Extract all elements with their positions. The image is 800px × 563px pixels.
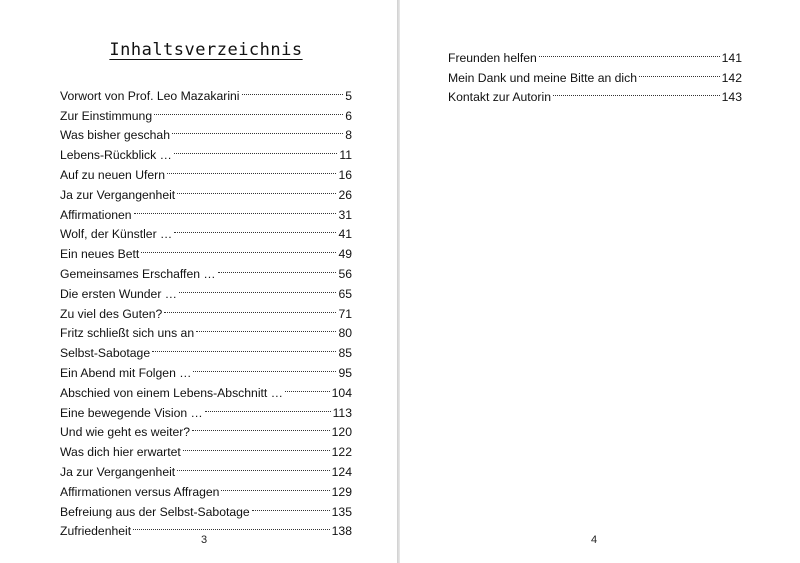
toc-entry-page: 104 bbox=[331, 385, 352, 400]
toc-entry-page: 6 bbox=[345, 108, 352, 123]
toc-dot-leader bbox=[285, 377, 330, 397]
toc-heading: Inhaltsverzeichnis bbox=[109, 40, 303, 60]
toc-entry-page: 138 bbox=[331, 524, 352, 539]
toc-dot-leader bbox=[193, 357, 336, 377]
toc-entry-page: 142 bbox=[721, 70, 742, 85]
toc-entry-title: Freunden helfen bbox=[448, 50, 537, 65]
toc-entry-page: 124 bbox=[331, 464, 352, 479]
toc-dot-leader bbox=[183, 436, 330, 456]
toc-list-right bbox=[448, 42, 742, 105]
toc-entry-title: Mein Dank und meine Bitte an dich bbox=[448, 70, 638, 85]
toc-entry-title: Zufriedenheit bbox=[60, 524, 132, 539]
toc-entry-title: Zur Einstimmung bbox=[60, 108, 153, 123]
toc-entry-title: Was bisher geschah bbox=[60, 128, 170, 143]
toc-entry-title: Wolf, der Künstler … bbox=[60, 227, 173, 242]
toc-entry-page: 141 bbox=[721, 50, 742, 65]
left-page bbox=[0, 0, 398, 563]
toc-entry-title: Zu viel des Guten? bbox=[60, 306, 163, 321]
toc-entry-page: 143 bbox=[721, 90, 742, 105]
toc-entry-page: 16 bbox=[338, 167, 352, 182]
toc-entry-page: 129 bbox=[331, 484, 352, 499]
toc-entry-page: 85 bbox=[338, 346, 352, 361]
toc-entry-title: Und wie geht es weiter? bbox=[60, 425, 191, 440]
toc-dot-leader bbox=[141, 238, 336, 258]
toc-entry-page: 135 bbox=[331, 504, 352, 519]
toc-dot-leader bbox=[539, 42, 720, 62]
toc-entry-page: 80 bbox=[338, 326, 352, 341]
toc-dot-leader bbox=[134, 199, 337, 219]
toc-entry-title: Eine bewegende Vision … bbox=[60, 405, 203, 420]
toc-dot-leader bbox=[177, 179, 336, 199]
toc-entry-title: Ein neues Bett bbox=[60, 247, 140, 262]
toc-entry-page: 49 bbox=[338, 247, 352, 262]
toc-dot-leader bbox=[174, 139, 338, 159]
toc-entry-title: Gemeinsames Erschaffen … bbox=[60, 266, 216, 281]
toc-entry-title: Ja zur Vergangenheit bbox=[60, 187, 176, 202]
toc-entry-title: Lebens-Rückblick … bbox=[60, 148, 172, 163]
page-number-right: 4 bbox=[591, 534, 598, 546]
toc-entry-page: 122 bbox=[331, 445, 352, 460]
toc-entry-title: Vorwort von Prof. Leo Mazakarini bbox=[60, 88, 240, 103]
toc-entry-title: Was dich hier erwartet bbox=[60, 445, 181, 460]
toc-entry bbox=[448, 42, 742, 65]
toc-dot-leader bbox=[164, 298, 336, 318]
toc-entry-title: Abschied von einem Lebens-Abschnitt … bbox=[60, 385, 283, 400]
toc-entry-title: Die ersten Wunder … bbox=[60, 286, 177, 301]
toc-entry-title: Ja zur Vergangenheit bbox=[60, 464, 176, 479]
toc-dot-leader bbox=[192, 417, 330, 437]
toc-entry-title: Affirmationen bbox=[60, 207, 132, 222]
toc-entry-title: Kontakt zur Autorin bbox=[448, 90, 551, 105]
toc-entry-title: Befreiung aus der Selbst-Sabotage bbox=[60, 504, 250, 519]
toc-entry-page: 113 bbox=[332, 405, 352, 420]
toc-dot-leader bbox=[553, 82, 720, 102]
toc-dot-leader bbox=[172, 120, 343, 140]
toc-entry-page: 41 bbox=[338, 227, 352, 242]
toc-dot-leader bbox=[152, 337, 336, 357]
toc-list-left bbox=[60, 80, 352, 539]
toc-dot-leader bbox=[218, 258, 337, 278]
toc-dot-leader bbox=[179, 278, 336, 298]
toc-entry-title: Auf zu neuen Ufern bbox=[60, 167, 166, 182]
toc-entry-title: Ein Abend mit Folgen … bbox=[60, 365, 192, 380]
toc-entry-page: 120 bbox=[331, 425, 352, 440]
toc-dot-leader bbox=[167, 159, 336, 179]
toc-entry-page: 5 bbox=[345, 88, 352, 103]
toc-dot-leader bbox=[177, 456, 329, 476]
toc-entry-title: Fritz schließt sich uns an bbox=[60, 326, 195, 341]
toc-entry-page: 26 bbox=[338, 187, 352, 202]
toc-entry-page: 56 bbox=[338, 266, 352, 281]
toc-entry-page: 95 bbox=[338, 365, 352, 380]
toc-entry-page: 65 bbox=[338, 286, 352, 301]
toc-dot-leader bbox=[205, 397, 331, 417]
toc-entry-title: Selbst-Sabotage bbox=[60, 346, 151, 361]
toc-entry-page: 8 bbox=[345, 128, 352, 143]
toc-entry-page: 71 bbox=[338, 306, 352, 321]
page-number-left: 3 bbox=[201, 534, 208, 546]
toc-dot-leader bbox=[133, 516, 330, 536]
toc-entry-page: 11 bbox=[339, 148, 352, 163]
toc-dot-leader bbox=[196, 318, 336, 338]
toc-dot-leader bbox=[252, 496, 330, 516]
toc-dot-leader bbox=[639, 62, 720, 82]
toc-dot-leader bbox=[221, 476, 329, 496]
toc-entry bbox=[60, 80, 352, 103]
toc-entry-page: 31 bbox=[338, 207, 352, 222]
toc-dot-leader bbox=[242, 80, 344, 100]
toc-dot-leader bbox=[174, 219, 336, 239]
toc-entry-title: Affirmationen versus Affragen bbox=[60, 484, 220, 499]
toc-dot-leader bbox=[154, 100, 343, 120]
right-page bbox=[400, 0, 800, 563]
